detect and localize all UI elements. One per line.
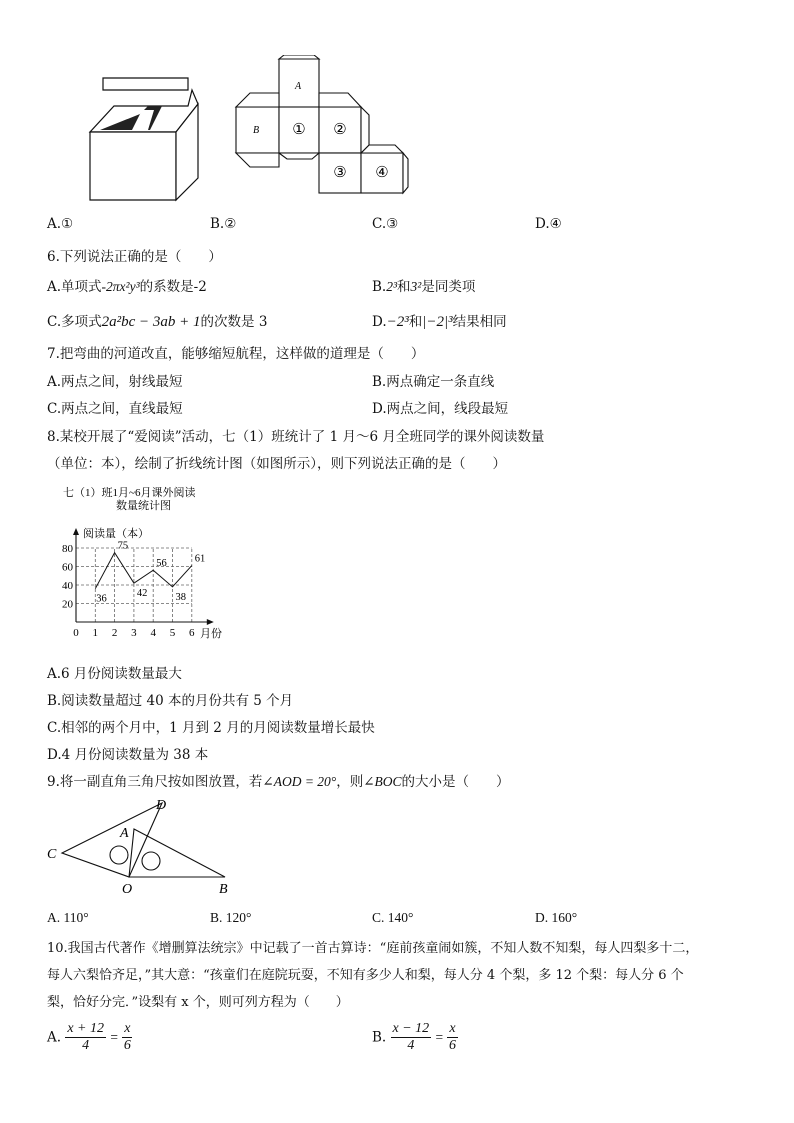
- net-label-4: ④: [375, 165, 389, 181]
- q10-option-a[interactable]: A. $\frac{x + 12}{4}$ = $\frac{x}{6}$: [47, 1021, 131, 1053]
- q6b-mid: 和: [397, 279, 411, 295]
- q6d-expr: −2³: [386, 314, 409, 330]
- q6-option-a[interactable]: [47, 275, 207, 295]
- q7-option-a[interactable]: A.两点之间，射线最短: [47, 374, 183, 390]
- q9-stem-ask: ∠BOC: [363, 774, 402, 789]
- x-tick-label: 3: [131, 627, 137, 639]
- q6d-expr2: |−2|³: [422, 314, 453, 330]
- q10a-right-fraction: $\frac{x}{6}$: [123, 1021, 131, 1053]
- data-label: 42: [136, 588, 148, 600]
- q7-option-c[interactable]: C.两点之间，直线最短: [47, 401, 183, 417]
- q9-option-d[interactable]: D. 160°: [535, 910, 578, 925]
- fig-label-o: O: [122, 882, 133, 897]
- q6-option-d[interactable]: [372, 310, 507, 331]
- q6a-post: 的系数是-2: [139, 279, 207, 295]
- data-label: 56: [156, 558, 167, 570]
- net-label-1: ①: [292, 122, 306, 138]
- q10b-right-fraction: $\frac{x}{6}$: [449, 1021, 457, 1053]
- q6b-pre: B.: [372, 279, 387, 295]
- q6a-pre: A.单项式: [47, 279, 102, 295]
- fig-label-a: A: [120, 826, 129, 841]
- net-label-a: A: [294, 81, 302, 92]
- q6d-pre: D.: [372, 314, 387, 330]
- y-tick-label: 20: [62, 598, 73, 611]
- y-tick-label: 60: [62, 561, 73, 574]
- q9-option-b[interactable]: B. 120°: [210, 910, 252, 925]
- chart-title-line2: 数量统计图: [116, 500, 171, 512]
- q10-line2: 每人六梨恰齐足，”其大意：“孩童们在庭院玩耍，不知有多少人和梨，每人分 4 个梨，多 12 个梨：每人分 6 个: [47, 968, 684, 983]
- q5-option-b[interactable]: B.②: [210, 216, 237, 232]
- q10b-left-fraction: $\frac{x - 12}{4}$: [392, 1021, 430, 1053]
- x-tick-label: 5: [169, 627, 176, 639]
- q9-stem-post: 的大小是（ ）: [401, 774, 510, 790]
- q6a-expr: -2πx²y³: [101, 279, 140, 294]
- series-line: [95, 553, 192, 589]
- net-label-3: ③: [333, 165, 347, 181]
- data-label: 61: [194, 553, 206, 565]
- q10a-label: A.: [47, 1029, 62, 1046]
- x-axis-arrow: [207, 619, 214, 625]
- q10-option-b[interactable]: B. $\frac{x - 12}{4}$ = $\frac{x}{6}$: [372, 1021, 457, 1053]
- q8-option-b[interactable]: B.阅读数量超过 40 本的月份共有 5 个月: [47, 693, 294, 709]
- x-tick-label: 2: [111, 627, 118, 639]
- q9-stem-mid: ，则: [336, 774, 364, 790]
- q6-option-c[interactable]: [47, 310, 267, 331]
- q10a-left-fraction: $\frac{x + 12}{4}$: [67, 1021, 105, 1053]
- q6d-post: 结果相同: [452, 314, 507, 330]
- q5-option-c[interactable]: C.③: [372, 216, 399, 232]
- q6b-expr: 2³: [386, 279, 398, 294]
- q5-option-a[interactable]: A.①: [47, 216, 74, 232]
- data-label: 38: [175, 591, 186, 603]
- line-chart: [50, 482, 240, 642]
- box-figure: [80, 70, 210, 210]
- x-tick-label: 6: [189, 627, 195, 639]
- chart-title-line1: 七（1）班1月~6月课外阅读: [63, 487, 196, 499]
- x-tick-label: 4: [150, 627, 156, 639]
- q9-option-c[interactable]: C. 140°: [372, 910, 414, 925]
- q8-option-c[interactable]: C.相邻的两个月中，1 月到 2 月的月阅读数量增长最快: [47, 720, 375, 736]
- fig-label-d: D: [156, 798, 167, 813]
- q6b-post: 是同类项: [421, 279, 476, 295]
- data-label: 36: [96, 593, 107, 605]
- q6c-post: 的次数是 3: [200, 314, 268, 330]
- q9-option-a[interactable]: A. 110°: [47, 910, 89, 925]
- q10-line1: 10.我国古代著作《增删算法统宗》中记载了一首古算诗：“庭前孩童闹如簇，不知人数不知梨，每人四梨多十二，: [47, 941, 699, 956]
- x-axis-label: 月份: [200, 628, 222, 640]
- q7-stem: 7.把弯曲的河道改直，能够缩短航程，这样做的道理是（ ）: [47, 346, 425, 362]
- y-tick-label: 40: [62, 580, 73, 592]
- q6-option-b[interactable]: [372, 275, 475, 295]
- x-tick-label: 1: [92, 627, 99, 639]
- q9-stem: [47, 770, 510, 790]
- q6c-expr: 2a²bc − 3ab + 1: [101, 314, 201, 330]
- data-label: 75: [117, 540, 129, 552]
- y-tick-label: 80: [62, 543, 73, 555]
- q5-option-d[interactable]: D.④: [535, 216, 562, 232]
- fig-label-b: B: [219, 882, 228, 897]
- q8-stem-line2: （单位：本），绘制了折线统计图（如图所示），则下列说法正确的是（ ）: [47, 456, 506, 472]
- q10-line3: 梨，恰好分完．”设梨有 x 个，则可列方程为（ ）: [47, 995, 349, 1010]
- fig-label-c: C: [47, 847, 57, 862]
- q8-option-d[interactable]: D.4 月份阅读数量为 38 本: [47, 747, 209, 763]
- q6c-pre: C.多项式: [47, 314, 102, 330]
- y-axis-arrow: [73, 528, 79, 535]
- q6b-expr2: 3²: [410, 279, 422, 294]
- x-tick-label: 0: [73, 627, 79, 639]
- q9-stem-pre: 9.将一副直角三角尺按如图放置，若: [47, 774, 263, 790]
- cube-net-figure: [232, 55, 412, 200]
- triangle-figure: [45, 795, 245, 900]
- q8-option-a[interactable]: A.6 月份阅读数量最大: [47, 666, 182, 682]
- q8-stem-line1: 8.某校开展了“爱阅读”活动，七（1）班统计了 1 月～6 月全班同学的课外阅读数量: [47, 429, 545, 445]
- y-axis-label: 阅读量（本）: [83, 528, 149, 540]
- q7-option-d[interactable]: D.两点之间，线段最短: [372, 401, 509, 417]
- net-label-2: ②: [333, 122, 347, 138]
- q6d-mid: 和: [408, 314, 423, 330]
- q7-option-b[interactable]: B.两点确定一条直线: [372, 374, 495, 390]
- q6-stem: 6.下列说法正确的是（ ）: [47, 249, 222, 265]
- net-label-b: B: [252, 125, 260, 136]
- q9-stem-cond: ∠AOD = 20°: [262, 774, 337, 789]
- q10b-label: B.: [372, 1029, 387, 1046]
